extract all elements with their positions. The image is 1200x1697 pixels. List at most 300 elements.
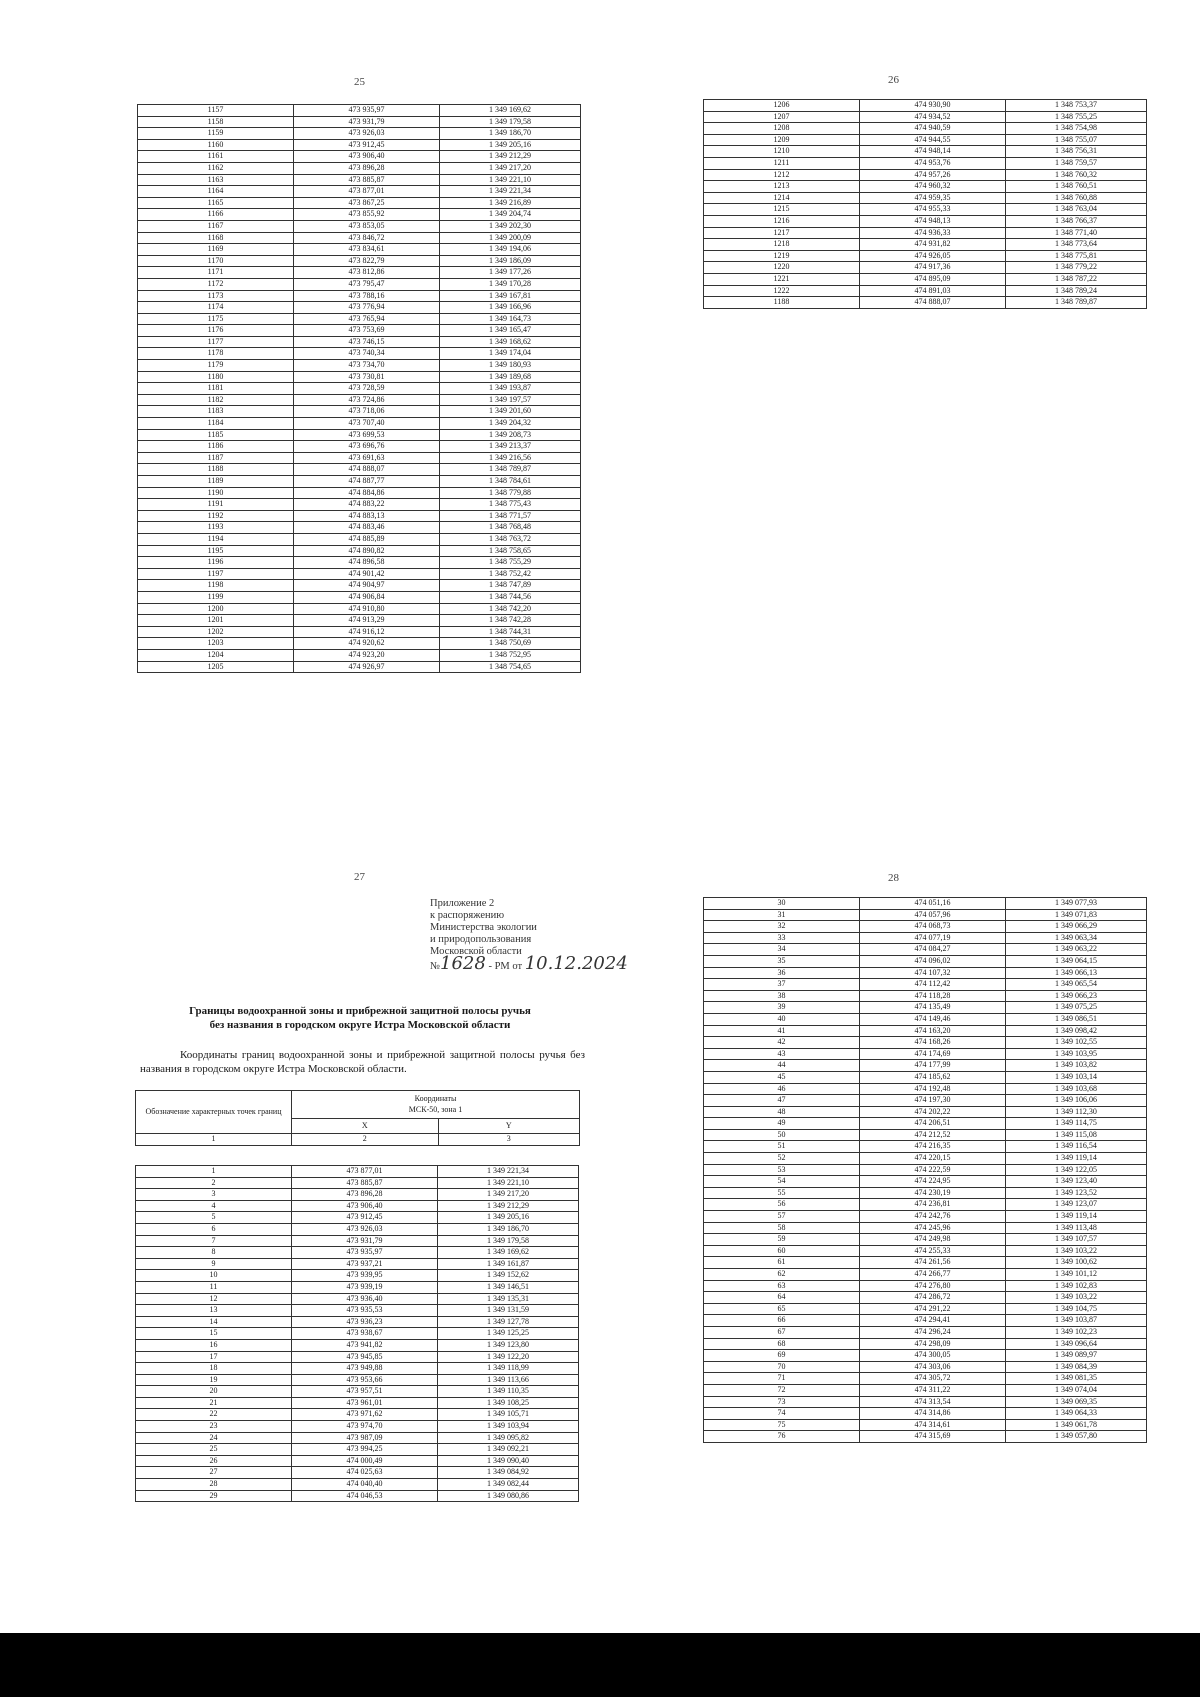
point-id-cell: 6 [136, 1223, 292, 1235]
x-coordinate-cell: 474 242,76 [860, 1211, 1006, 1223]
page-number-28: 28 [888, 872, 899, 884]
y-coordinate-cell: 1 349 113,66 [438, 1374, 579, 1386]
point-id-cell: 42 [704, 1037, 860, 1049]
y-coordinate-cell: 1 349 114,75 [1006, 1118, 1147, 1130]
x-coordinate-cell: 473 945,85 [292, 1351, 438, 1363]
point-id-cell: 61 [704, 1257, 860, 1269]
y-coordinate-cell: 1 349 201,60 [440, 406, 581, 418]
point-id-cell: 64 [704, 1292, 860, 1304]
point-id-cell: 1 [136, 1166, 292, 1178]
table-row [136, 1316, 579, 1328]
point-id-cell: 34 [704, 944, 860, 956]
x-coordinate-cell: 473 776,94 [294, 302, 440, 314]
y-coordinate-cell: 1 349 177,26 [440, 267, 581, 279]
table-row [704, 1408, 1147, 1420]
x-coordinate-cell: 474 926,97 [294, 661, 440, 673]
point-id-cell: 70 [704, 1361, 860, 1373]
x-coordinate-cell: 473 877,01 [294, 186, 440, 198]
table-row [704, 239, 1147, 251]
y-coordinate-cell: 1 349 103,14 [1006, 1071, 1147, 1083]
y-coordinate-cell: 1 349 152,62 [438, 1270, 579, 1282]
point-id-cell: 5 [136, 1212, 292, 1224]
x-coordinate-cell: 473 935,53 [292, 1305, 438, 1317]
table-row [136, 1421, 579, 1433]
table-row [704, 1384, 1147, 1396]
point-id-cell: 1217 [704, 227, 860, 239]
x-coordinate-cell: 474 224,95 [860, 1176, 1006, 1188]
y-coordinate-cell: 1 349 102,55 [1006, 1037, 1147, 1049]
y-coordinate-cell: 1 349 166,96 [440, 302, 581, 314]
x-coordinate-cell: 473 896,28 [294, 162, 440, 174]
table-row [136, 1270, 579, 1282]
x-coordinate-cell: 473 949,88 [292, 1363, 438, 1375]
y-coordinate-cell: 1 348 763,04 [1006, 204, 1147, 216]
appendix-order-line [430, 953, 650, 974]
x-coordinate-cell: 474 959,35 [860, 192, 1006, 204]
y-coordinate-cell: 1 349 061,78 [1006, 1419, 1147, 1431]
x-coordinate-cell: 473 906,40 [292, 1200, 438, 1212]
coordinates-table-p28 [703, 897, 1147, 1443]
point-id-cell: 1205 [138, 661, 294, 673]
y-coordinate-cell: 1 349 186,70 [438, 1223, 579, 1235]
point-id-cell: 1187 [138, 452, 294, 464]
point-id-cell: 1163 [138, 174, 294, 186]
table-row [138, 638, 581, 650]
point-id-cell: 59 [704, 1234, 860, 1246]
table-row [138, 186, 581, 198]
intro-paragraph: Координаты границ водоохранной зоны и прибрежной защитной полосы ручья без названия в городском округе Истра Московской области. [140, 1049, 585, 1075]
point-id-cell: 1171 [138, 267, 294, 279]
appendix-line: и природопользования [430, 934, 532, 945]
point-id-cell: 26 [136, 1455, 292, 1467]
point-id-cell: 1219 [704, 250, 860, 262]
table-row [704, 1222, 1147, 1234]
x-coordinate-cell: 473 974,70 [292, 1421, 438, 1433]
x-coordinate-cell: 474 953,76 [860, 157, 1006, 169]
point-id-cell: 8 [136, 1247, 292, 1259]
table-row [136, 1490, 579, 1502]
number-sign: № [430, 961, 441, 972]
y-coordinate-cell: 1 349 069,35 [1006, 1396, 1147, 1408]
table-row [136, 1444, 579, 1456]
x-coordinate-cell: 473 699,53 [294, 429, 440, 441]
table-row [704, 1326, 1147, 1338]
appendix-line: Московской области [430, 946, 522, 957]
y-coordinate-cell: 1 349 107,57 [1006, 1234, 1147, 1246]
y-coordinate-cell: 1 349 204,32 [440, 418, 581, 430]
x-coordinate-cell: 474 885,89 [294, 533, 440, 545]
point-id-cell: 46 [704, 1083, 860, 1095]
x-coordinate-cell: 474 883,22 [294, 499, 440, 511]
table-row [136, 1455, 579, 1467]
table-row [136, 1305, 579, 1317]
y-coordinate-cell: 1 349 212,29 [438, 1200, 579, 1212]
table-row [136, 1467, 579, 1479]
y-coordinate-cell: 1 348 756,31 [1006, 146, 1147, 158]
y-coordinate-cell: 1 348 789,87 [440, 464, 581, 476]
table-row [136, 1363, 579, 1375]
y-coordinate-cell: 1 349 102,23 [1006, 1326, 1147, 1338]
x-coordinate-cell: 473 855,92 [294, 209, 440, 221]
x-coordinate-cell: 473 696,76 [294, 441, 440, 453]
y-coordinate-cell: 1 349 179,58 [438, 1235, 579, 1247]
point-id-cell: 1186 [138, 441, 294, 453]
table-row [704, 979, 1147, 991]
point-id-cell: 66 [704, 1315, 860, 1327]
table-row [136, 1247, 579, 1259]
point-id-cell: 49 [704, 1118, 860, 1130]
y-coordinate-cell: 1 349 131,59 [438, 1305, 579, 1317]
point-id-cell: 1195 [138, 545, 294, 557]
scan-bottom-border [0, 1633, 1200, 1697]
x-coordinate-cell: 474 276,80 [860, 1280, 1006, 1292]
y-coordinate-cell: 1 349 189,68 [440, 371, 581, 383]
y-coordinate-cell: 1 349 086,51 [1006, 1013, 1147, 1025]
col-number-1: 1 [136, 1134, 292, 1146]
appendix-block [430, 898, 650, 973]
page-number-26: 26 [888, 74, 899, 86]
x-coordinate-cell: 473 846,72 [294, 232, 440, 244]
table-row [704, 157, 1147, 169]
table-row [138, 244, 581, 256]
table-row [138, 151, 581, 163]
x-coordinate-cell: 474 940,59 [860, 123, 1006, 135]
point-id-cell: 29 [136, 1490, 292, 1502]
point-id-cell: 3 [136, 1189, 292, 1201]
y-coordinate-cell: 1 348 760,32 [1006, 169, 1147, 181]
x-coordinate-cell: 474 955,33 [860, 204, 1006, 216]
point-id-cell: 28 [136, 1479, 292, 1491]
x-coordinate-cell: 474 305,72 [860, 1373, 1006, 1385]
point-id-cell: 69 [704, 1350, 860, 1362]
point-id-cell: 1188 [138, 464, 294, 476]
y-coordinate-cell: 1 349 161,87 [438, 1258, 579, 1270]
table-row [704, 1083, 1147, 1095]
y-coordinate-cell: 1 348 755,29 [440, 557, 581, 569]
table-row [138, 383, 581, 395]
point-id-cell: 24 [136, 1432, 292, 1444]
table-row [136, 1223, 579, 1235]
x-coordinate-cell: 474 948,13 [860, 215, 1006, 227]
table-row [704, 169, 1147, 181]
table-row [704, 192, 1147, 204]
point-id-cell: 20 [136, 1386, 292, 1398]
point-id-cell: 14 [136, 1316, 292, 1328]
x-coordinate-cell: 474 888,07 [860, 297, 1006, 309]
y-coordinate-cell: 1 349 193,87 [440, 383, 581, 395]
y-coordinate-cell: 1 349 103,94 [438, 1421, 579, 1433]
x-coordinate-cell: 474 314,61 [860, 1419, 1006, 1431]
y-coordinate-cell: 1 349 205,16 [438, 1212, 579, 1224]
x-coordinate-cell: 474 883,46 [294, 522, 440, 534]
point-id-cell: 62 [704, 1269, 860, 1281]
point-id-cell: 1196 [138, 557, 294, 569]
x-coordinate-cell: 473 935,97 [292, 1247, 438, 1259]
point-id-cell: 1188 [704, 297, 860, 309]
x-coordinate-cell: 474 895,09 [860, 273, 1006, 285]
table-row [138, 209, 581, 221]
x-coordinate-cell: 474 896,58 [294, 557, 440, 569]
y-coordinate-cell: 1 349 080,86 [438, 1490, 579, 1502]
point-id-cell: 45 [704, 1071, 860, 1083]
x-coordinate-cell: 474 177,99 [860, 1060, 1006, 1072]
x-coordinate-cell: 474 212,52 [860, 1129, 1006, 1141]
table-row [704, 111, 1147, 123]
point-id-cell: 43 [704, 1048, 860, 1060]
table-row [704, 1361, 1147, 1373]
point-id-cell: 18 [136, 1363, 292, 1375]
page-number-27: 27 [354, 871, 365, 883]
x-coordinate-cell: 474 884,86 [294, 487, 440, 499]
y-coordinate-cell: 1 349 123,07 [1006, 1199, 1147, 1211]
x-coordinate-cell: 474 957,26 [860, 169, 1006, 181]
table-row [138, 476, 581, 488]
point-id-cell: 53 [704, 1164, 860, 1176]
col-y-header: Y [438, 1119, 580, 1134]
y-coordinate-cell: 1 348 789,87 [1006, 297, 1147, 309]
x-coordinate-cell: 474 906,84 [294, 591, 440, 603]
x-coordinate-cell: 473 765,94 [294, 313, 440, 325]
table-row [704, 227, 1147, 239]
table-row [138, 220, 581, 232]
y-coordinate-cell: 1 349 108,25 [438, 1397, 579, 1409]
table-row [138, 267, 581, 279]
x-coordinate-cell: 474 000,49 [292, 1455, 438, 1467]
y-coordinate-cell: 1 349 115,08 [1006, 1129, 1147, 1141]
point-id-cell: 1206 [704, 100, 860, 112]
x-coordinate-cell: 473 877,01 [292, 1166, 438, 1178]
point-id-cell: 50 [704, 1129, 860, 1141]
point-id-cell: 11 [136, 1281, 292, 1293]
point-id-cell: 63 [704, 1280, 860, 1292]
table-row [138, 302, 581, 314]
x-coordinate-cell: 473 795,47 [294, 278, 440, 290]
x-coordinate-cell: 474 923,20 [294, 649, 440, 661]
table-row [704, 1048, 1147, 1060]
y-coordinate-cell: 1 349 135,31 [438, 1293, 579, 1305]
point-id-cell: 1172 [138, 278, 294, 290]
y-coordinate-cell: 1 348 742,28 [440, 615, 581, 627]
y-coordinate-cell: 1 349 064,33 [1006, 1408, 1147, 1420]
y-coordinate-cell: 1 349 098,42 [1006, 1025, 1147, 1037]
y-coordinate-cell: 1 349 082,44 [438, 1479, 579, 1491]
table-row [138, 510, 581, 522]
y-coordinate-cell: 1 348 755,07 [1006, 134, 1147, 146]
x-coordinate-cell: 473 853,05 [294, 220, 440, 232]
y-coordinate-cell: 1 349 197,57 [440, 394, 581, 406]
point-id-cell: 22 [136, 1409, 292, 1421]
table-row [704, 273, 1147, 285]
table-row [138, 232, 581, 244]
point-id-cell: 1170 [138, 255, 294, 267]
point-id-cell: 1166 [138, 209, 294, 221]
table-row [704, 1013, 1147, 1025]
point-id-cell: 1190 [138, 487, 294, 499]
point-id-cell: 1161 [138, 151, 294, 163]
y-coordinate-cell: 1 349 169,62 [438, 1247, 579, 1259]
point-id-cell: 1194 [138, 533, 294, 545]
x-coordinate-cell: 474 135,49 [860, 1002, 1006, 1014]
x-coordinate-cell: 474 887,77 [294, 476, 440, 488]
point-id-cell: 41 [704, 1025, 860, 1037]
point-id-cell: 7 [136, 1235, 292, 1247]
y-coordinate-cell: 1 348 779,88 [440, 487, 581, 499]
coordinates-table-header [135, 1090, 580, 1146]
point-id-cell: 44 [704, 1060, 860, 1072]
table-row [704, 1396, 1147, 1408]
y-coordinate-cell: 1 349 167,81 [440, 290, 581, 302]
table-row [136, 1166, 579, 1178]
point-id-cell: 1214 [704, 192, 860, 204]
y-coordinate-cell: 1 348 789,24 [1006, 285, 1147, 297]
table-row [704, 262, 1147, 274]
x-coordinate-cell: 473 926,03 [292, 1223, 438, 1235]
coordinates-table-p27 [135, 1165, 579, 1502]
y-coordinate-cell: 1 349 084,92 [438, 1467, 579, 1479]
x-coordinate-cell: 473 834,61 [294, 244, 440, 256]
x-coordinate-cell: 474 901,42 [294, 568, 440, 580]
y-coordinate-cell: 1 348 779,22 [1006, 262, 1147, 274]
point-id-cell: 32 [704, 921, 860, 933]
x-coordinate-cell: 474 025,63 [292, 1467, 438, 1479]
y-coordinate-cell: 1 349 064,15 [1006, 955, 1147, 967]
coordinates-table-p25 [137, 104, 581, 673]
handwritten-doc-number: 1628 [440, 953, 486, 974]
point-id-cell: 1218 [704, 239, 860, 251]
table-row [138, 522, 581, 534]
x-coordinate-cell: 473 912,45 [294, 139, 440, 151]
y-coordinate-cell: 1 349 103,82 [1006, 1060, 1147, 1072]
table-row [704, 944, 1147, 956]
x-coordinate-cell: 474 313,54 [860, 1396, 1006, 1408]
y-coordinate-cell: 1 349 216,89 [440, 197, 581, 209]
table-row [136, 1409, 579, 1421]
y-coordinate-cell: 1 349 081,35 [1006, 1373, 1147, 1385]
table-row [704, 100, 1147, 112]
table-row [136, 1479, 579, 1491]
y-coordinate-cell: 1 349 103,87 [1006, 1315, 1147, 1327]
y-coordinate-cell: 1 349 102,83 [1006, 1280, 1147, 1292]
x-coordinate-cell: 473 931,79 [294, 116, 440, 128]
point-id-cell: 1178 [138, 348, 294, 360]
table-row [704, 1153, 1147, 1165]
y-coordinate-cell: 1 348 752,95 [440, 649, 581, 661]
y-coordinate-cell: 1 349 066,13 [1006, 967, 1147, 979]
table-row [704, 1234, 1147, 1246]
point-id-cell: 47 [704, 1095, 860, 1107]
y-coordinate-cell: 1 348 744,56 [440, 591, 581, 603]
point-id-cell: 36 [704, 967, 860, 979]
x-coordinate-cell: 473 812,86 [294, 267, 440, 279]
point-id-cell: 1213 [704, 181, 860, 193]
table-row [704, 134, 1147, 146]
page-number-25: 25 [354, 76, 365, 88]
table-row [704, 297, 1147, 309]
point-id-cell: 25 [136, 1444, 292, 1456]
point-id-cell: 1203 [138, 638, 294, 650]
point-id-cell: 1200 [138, 603, 294, 615]
table-row [138, 105, 581, 117]
point-id-cell: 55 [704, 1187, 860, 1199]
point-id-cell: 1199 [138, 591, 294, 603]
point-id-cell: 1160 [138, 139, 294, 151]
point-id-cell: 68 [704, 1338, 860, 1350]
order-mid-text: - РМ от [485, 961, 525, 972]
point-id-cell: 21 [136, 1397, 292, 1409]
y-coordinate-cell: 1 349 127,78 [438, 1316, 579, 1328]
y-coordinate-cell: 1 349 084,39 [1006, 1361, 1147, 1373]
y-coordinate-cell: 1 349 119,14 [1006, 1153, 1147, 1165]
table-row [704, 921, 1147, 933]
y-coordinate-cell: 1 348 787,22 [1006, 273, 1147, 285]
table-row [704, 967, 1147, 979]
appendix-line: к распоряжению [430, 910, 505, 921]
table-row [138, 313, 581, 325]
y-coordinate-cell: 1 349 103,22 [1006, 1292, 1147, 1304]
point-id-cell: 1185 [138, 429, 294, 441]
table-row [138, 371, 581, 383]
table-row [704, 1257, 1147, 1269]
y-coordinate-cell: 1 348 753,37 [1006, 100, 1147, 112]
y-coordinate-cell: 1 349 074,04 [1006, 1384, 1147, 1396]
x-coordinate-cell: 474 286,72 [860, 1292, 1006, 1304]
table-row [136, 1281, 579, 1293]
point-id-cell: 31 [704, 909, 860, 921]
col-x-header: X [292, 1119, 439, 1134]
table-row [704, 1280, 1147, 1292]
table-row [704, 1118, 1147, 1130]
point-id-cell: 1192 [138, 510, 294, 522]
y-coordinate-cell: 1 349 221,10 [438, 1177, 579, 1189]
x-coordinate-cell: 473 931,79 [292, 1235, 438, 1247]
point-id-cell: 1198 [138, 580, 294, 592]
point-id-cell: 1210 [704, 146, 860, 158]
document-title [140, 1004, 580, 1032]
x-coordinate-cell: 474 112,42 [860, 979, 1006, 991]
table-row [138, 290, 581, 302]
point-id-cell: 75 [704, 1419, 860, 1431]
x-coordinate-cell: 474 926,05 [860, 250, 1006, 262]
table-row [704, 1106, 1147, 1118]
y-coordinate-cell: 1 349 063,34 [1006, 932, 1147, 944]
point-id-cell: 1177 [138, 336, 294, 348]
table-row [704, 1303, 1147, 1315]
title-line-1: Границы водоохранной зоны и прибрежной защитной полосы ручья [189, 1005, 531, 1017]
table-row [704, 1095, 1147, 1107]
x-coordinate-cell: 473 885,87 [294, 174, 440, 186]
x-coordinate-cell: 474 920,62 [294, 638, 440, 650]
x-coordinate-cell: 474 300,05 [860, 1350, 1006, 1362]
point-id-cell: 72 [704, 1384, 860, 1396]
y-coordinate-cell: 1 349 194,06 [440, 244, 581, 256]
y-coordinate-cell: 1 349 122,05 [1006, 1164, 1147, 1176]
y-coordinate-cell: 1 349 063,22 [1006, 944, 1147, 956]
point-id-cell: 1204 [138, 649, 294, 661]
point-id-cell: 67 [704, 1326, 860, 1338]
y-coordinate-cell: 1 348 760,88 [1006, 192, 1147, 204]
y-coordinate-cell: 1 348 754,98 [1006, 123, 1147, 135]
coords-title: Координаты [414, 1094, 457, 1104]
table-row [136, 1177, 579, 1189]
x-coordinate-cell: 474 960,32 [860, 181, 1006, 193]
x-coordinate-cell: 474 294,41 [860, 1315, 1006, 1327]
table-row [136, 1374, 579, 1386]
table-row [138, 255, 581, 267]
point-id-cell: 1202 [138, 626, 294, 638]
table-row [138, 336, 581, 348]
x-coordinate-cell: 473 926,03 [294, 128, 440, 140]
x-coordinate-cell: 473 788,16 [294, 290, 440, 302]
